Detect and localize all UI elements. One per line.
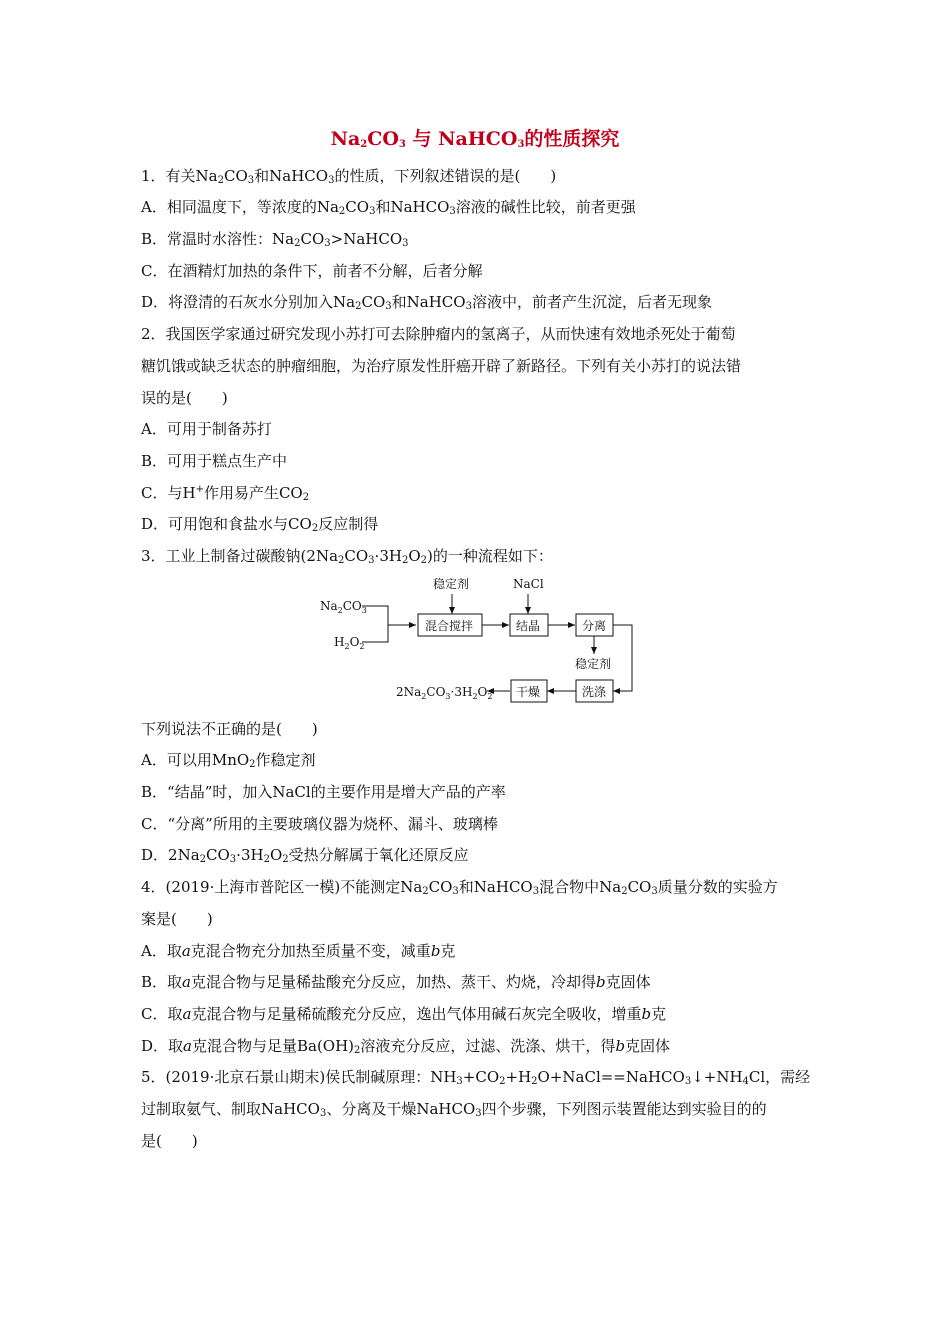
q5-stem-line3: 是( )	[141, 1132, 198, 1150]
q4-stem-line1: 4．(2019·上海市普陀区一模)不能测定$Na_2CO_3$和NaHCO$_3$混合物中$Na_2CO_3$质量分数的实验方	[141, 878, 778, 897]
q2-option-d: D．可用饱和食盐水与$CO_2$反应制得	[141, 515, 379, 534]
q4-option-c: C．取a克混合物与足量稀硫酸充分反应，逸出气体用碱石灰完全吸收，增重b克	[141, 1005, 667, 1023]
stabilizer-top-label: 稳定剂	[433, 577, 470, 591]
q2-option-c: C．与H+作用易产生$CO_2$	[141, 484, 310, 503]
q3-option-c: C．“分离”所用的主要玻璃仪器为烧杯、漏斗、玻璃棒	[141, 815, 498, 833]
q4-option-a: A．取a克混合物充分加热至质量不变，减重b克	[141, 942, 456, 960]
q1-option-b: B．常温时水溶性：$Na_2CO_3>NaHCO_3$	[141, 230, 409, 249]
q1-option-c: C．在酒精灯加热的条件下，前者不分解，后者分解	[141, 262, 483, 280]
dry-label: 干燥	[516, 685, 541, 699]
q2-stem-line2: 糖饥饿或缺乏状态的肿瘤细胞，为治疗原发性肝癌开辟了新路径。下列有关小苏打的说法错	[141, 357, 742, 375]
q3-option-d: D．$2Na_2CO_3\cdot 3H_2O_2$受热分解属于氧化还原反应	[141, 846, 469, 865]
product-label: $2Na_2CO_3\cdot 3H_2O_2$	[396, 685, 493, 701]
q3-option-a: A．可以用MnO$_2$作稳定剂	[141, 751, 316, 770]
q3-flow-diagram	[300, 570, 660, 710]
q2-option-a: A．可用于制备苏打	[141, 420, 272, 438]
q1-option-a: A．相同温度下，等浓度的$Na_2CO_3$和NaHCO$_3$溶液的碱性比较，前者更强	[141, 198, 636, 217]
separate-label: 分离	[582, 619, 607, 633]
q3-option-b: B．“结晶”时，加入NaCl的主要作用是增大产品的产率	[141, 783, 506, 801]
q1-option-d: D．将澄清的石灰水分别加入$Na_2CO_3$和NaHCO$_3$溶液中，前者产生沉淀，后者无现象	[141, 293, 712, 312]
crystal-label: 结晶	[516, 619, 541, 633]
input-h2o2: $H_2O_2$	[334, 635, 365, 651]
q2-stem-line3: 误的是( )	[141, 389, 228, 407]
q5-stem-line1: 5．(2019·北京石景山期末)侯氏制碱原理：$NH_3+CO_2+H_2O+NaCl==NaHCO_3↓+NH_4Cl$，需经	[141, 1068, 811, 1087]
page-title: $Na_2CO_3$ 与 NaHCO$_3$的性质探究	[330, 128, 620, 150]
nacl-label: NaCl	[513, 577, 544, 591]
q1-stem: 1．有关$Na_2CO_3$和NaHCO$_3$的性质，下列叙述错误的是( )	[141, 167, 557, 186]
q3-stem: 3．工业上制备过碳酸钠$(2Na_2CO_3\cdot 3H_2O_2)$的一种流程如下：	[141, 547, 553, 566]
q2-stem-line1: 2．我国医学家通过研究发现小苏打可去除肿瘤内的氢离子，从而快速有效地杀死处于葡萄	[141, 325, 736, 343]
stabilizer-mid-label: 稳定剂	[575, 657, 612, 671]
q3-sub-stem: 下列说法不正确的是( )	[141, 720, 318, 738]
input-na2co3: $Na_2CO_3$	[320, 599, 367, 615]
q4-stem-line2: 案是( )	[141, 910, 213, 928]
q4-option-b: B．取a克混合物与足量稀盐酸充分反应，加热、蒸干、灼烧，冷却得b克固体	[141, 973, 651, 991]
q4-option-d: D．取a克混合物与足量$Ba(OH)_2$溶液充分反应，过滤、洗涤、烘干，得b克固体	[141, 1037, 671, 1056]
mix-label: 混合搅拌	[425, 619, 474, 633]
q5-stem-line2: 过制取氨气、制取NaHCO$_3$、分离及干燥NaHCO$_3$四个步骤，下列图示装置能达到实验目的的	[141, 1100, 767, 1119]
q2-option-b: B．可用于糕点生产中	[141, 452, 288, 470]
wash-label: 洗涤	[582, 685, 607, 699]
